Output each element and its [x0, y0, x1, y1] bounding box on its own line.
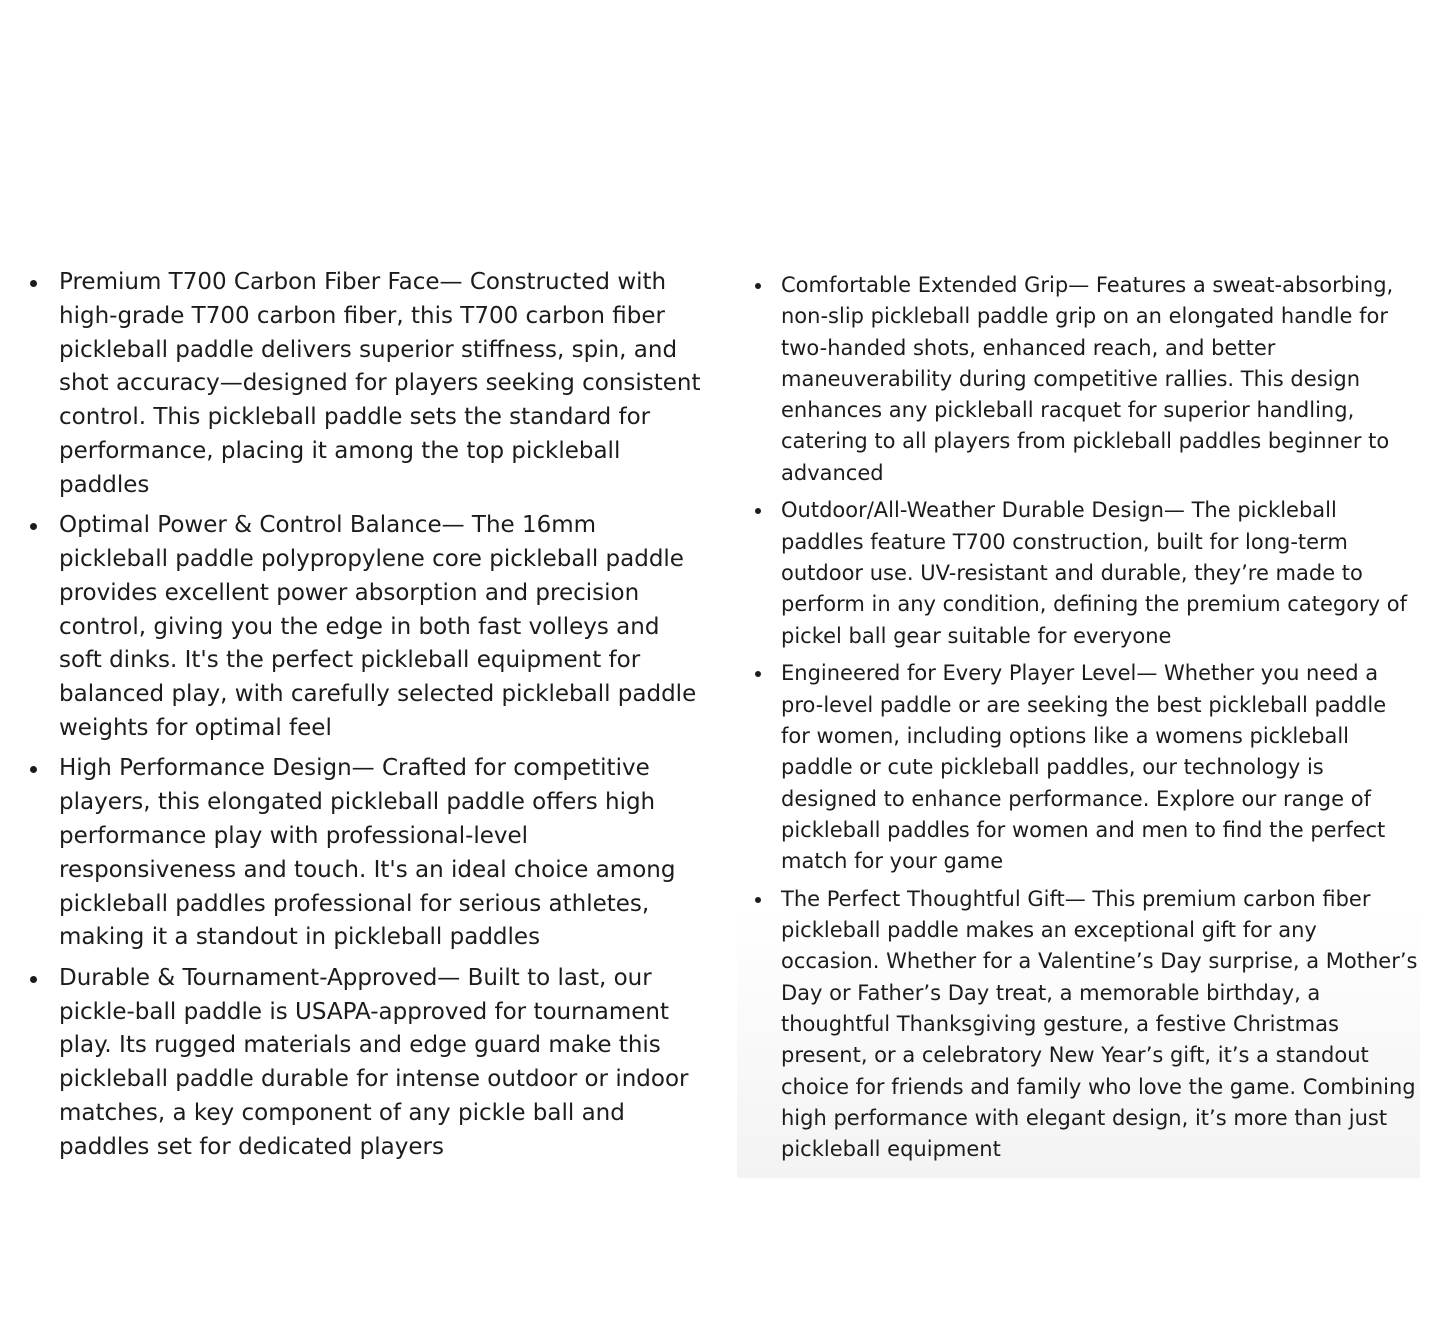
bullet-icon — [755, 508, 761, 514]
feature-list-right — [737, 270, 1420, 1178]
bullet-icon — [30, 976, 37, 983]
bullet-icon — [755, 897, 761, 903]
bullet-icon — [755, 283, 761, 289]
list-item-power-control — [0, 509, 720, 746]
bullet-icon — [30, 280, 37, 287]
list-item-text: Durable & Tournament-Approved— Built to last, our pickle-ball paddle is USAPA-approved for tournament play. Its rugged materials and edge guard make this pickleball paddle durable for intense outdoor or indoor matches, a key component of any pickle ball and paddles set for dedicated players — [59, 964, 689, 1160]
list-item-text: Engineered for Every Player Level— Whether you need a pro-level paddle or are seeking the best pickleball paddle for women, including options like a womens pickleball paddle or cute pickleball paddles, our technology is designed to enhance performance. Explore our range of pickleball paddles for women and men to find the perfect match for your game — [781, 661, 1387, 874]
bullet-list-right — [737, 270, 1420, 1165]
list-item-text: Optimal Power & Control Balance— The 16mm pickleball paddle polypropylene core pickleball paddle provides excellent power absorption and precision control, giving you the edge in both fast volleys and soft dinks. It's the perfect pickleball equipment for balanced play, with carefully selected pickleball paddle weights for optimal feel — [59, 512, 697, 741]
bullet-list-left — [0, 266, 720, 1165]
list-item-text: Comfortable Extended Grip— Features a sweat-absorbing, non-slip pickleball paddle grip on an elongated handle for two-handed shots, enhanced reach, and better maneuverability during competitive rallies. This design enhances any pickleball racquet for superior handling, catering to all players from pickleball paddles beginner to advanced — [781, 273, 1394, 485]
list-item-every-player-level — [737, 658, 1420, 877]
list-item-text: Premium T700 Carbon Fiber Face— Constructed with high-grade T700 carbon fiber, this T700 carbon fiber pickleball paddle delivers superior stiffness, spin, and shot accuracy—designed for players seeking consistent control. This pickleball paddle sets the standard for performance, placing it among the top pickleball paddles — [59, 269, 701, 498]
bullet-icon — [30, 766, 37, 773]
list-item-carbon-fiber-face — [0, 266, 720, 503]
list-item-high-performance — [0, 752, 720, 955]
bullet-icon — [755, 671, 761, 677]
list-item-tournament-approved — [0, 962, 720, 1165]
list-item-extended-grip — [737, 270, 1420, 489]
list-item-thoughtful-gift — [737, 884, 1420, 1166]
list-item-text: Outdoor/All-Weather Durable Design— The pickleball paddles feature T700 construction, built for long-term outdoor use. UV-resistant and durable, they’re made to perform in any condition, defining the premium category of pickel ball gear suitable for everyone — [781, 498, 1408, 648]
feature-list-left — [0, 266, 720, 1171]
list-item-all-weather — [737, 495, 1420, 651]
list-item-text: High Performance Design— Crafted for competitive players, this elongated pickleball paddle offers high performance play with professional-level responsiveness and touch. It's an ideal choice among pickleball paddles professional for serious athletes, making it a standout in pickleball paddles — [59, 755, 676, 951]
bullet-icon — [30, 523, 37, 530]
list-item-text: The Perfect Thoughtful Gift— This premium carbon fiber pickleball paddle makes an exceptional gift for any occasion. Whether for a Valentine’s Day surprise, a Mother’s Day or Father’s Day treat, a memorable birthday, a thoughtful Thanksgiving gesture, a festive Christmas present, or a celebratory New Year’s gift, it’s a standout choice for friends and family who love the game. Combining high performance with elegant design, it’s more than just pickleball equipment — [781, 886, 1418, 1162]
